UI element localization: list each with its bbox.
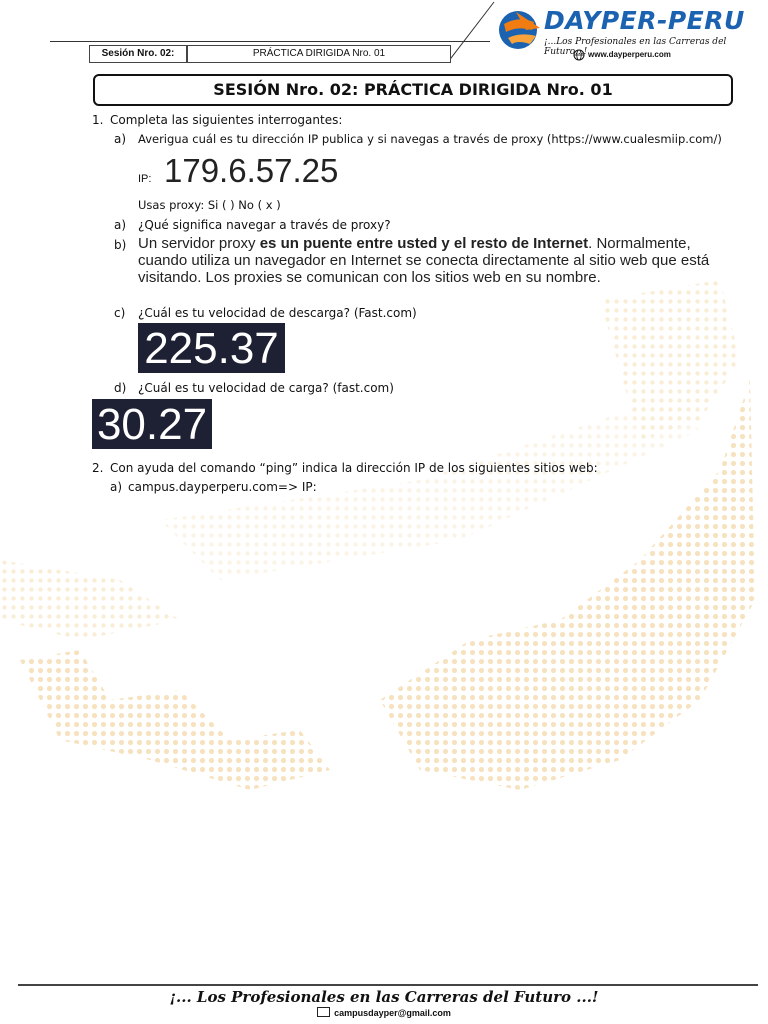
q1-d-text: ¿Cuál es tu velocidad de carga? (fast.com): [138, 381, 394, 395]
q1-a1-text: Averigua cuál es tu dirección IP publica y si navegas a través de proxy (https://www.cualesmiip.com/): [138, 132, 722, 146]
logo-website: www.dayperperu.com: [588, 50, 671, 59]
dayper-peru-logo: [496, 4, 758, 62]
upload-speed-value: 30.27: [92, 399, 212, 449]
footer-rule: [18, 984, 758, 986]
q1-b-letter: b): [114, 238, 127, 252]
q1-c-letter: c): [114, 306, 126, 320]
session-label: Sesión Nro. 02:: [89, 45, 187, 63]
q1-c-text: ¿Cuál es tu velocidad de descarga? (Fast.com): [138, 306, 417, 320]
proxy-definition-answer: Un servidor proxy es un puente entre usted y el resto de Internet. Normalmente, cuando utiliza un navegador en Internet se conecta directamente al sitio web que está visitando. Los proxies se comunican con los sitios web en su nombre.: [138, 235, 710, 286]
proxy-answer: Usas proxy: Si ( ) No ( x ): [138, 198, 281, 212]
q2-number: 2.: [92, 461, 104, 475]
web-globe-icon: [573, 49, 585, 61]
logo-tagline: ¡...Los Profesionales en las Carreras del Futuro...!: [544, 37, 727, 57]
q1-number: 1.: [92, 113, 104, 127]
q2-a-letter: a): [110, 480, 123, 494]
footer-email: campusdayper@gmail.com: [0, 1007, 768, 1018]
q1-a2-text: ¿Qué significa navegar a través de proxy?: [138, 218, 391, 232]
download-speed-value: 225.37: [138, 323, 285, 373]
q1-a2-letter: a): [114, 218, 127, 232]
q2-text: Con ayuda del comando “ping” indica la dirección IP de los siguientes sitios web:: [110, 461, 598, 475]
header-rule: [50, 41, 490, 42]
q1-d-letter: d): [114, 381, 127, 395]
q1-text: Completa las siguientes interrogantes:: [110, 113, 343, 127]
q1-a1-letter: a): [114, 132, 127, 146]
globe-icon: [496, 6, 544, 54]
practice-label: PRÁCTICA DIRIGIDA Nro. 01: [187, 45, 451, 63]
ip-value: 179.6.57.25: [164, 152, 339, 189]
logo-brand: DAYPER-PERU: [544, 6, 745, 35]
mail-icon: [317, 1007, 330, 1017]
q2-a-text: campus.dayperperu.com=> IP:: [128, 480, 317, 494]
ip-label: IP:: [138, 173, 152, 185]
footer-motto: ¡... Los Profesionales en las Carreras del Futuro ...!: [169, 988, 599, 1006]
page-title: SESIÓN Nro. 02: PRÁCTICA DIRIGIDA Nro. 01: [93, 74, 733, 106]
answer-emphasis: es un puente entre usted y el resto de Internet: [259, 235, 589, 252]
